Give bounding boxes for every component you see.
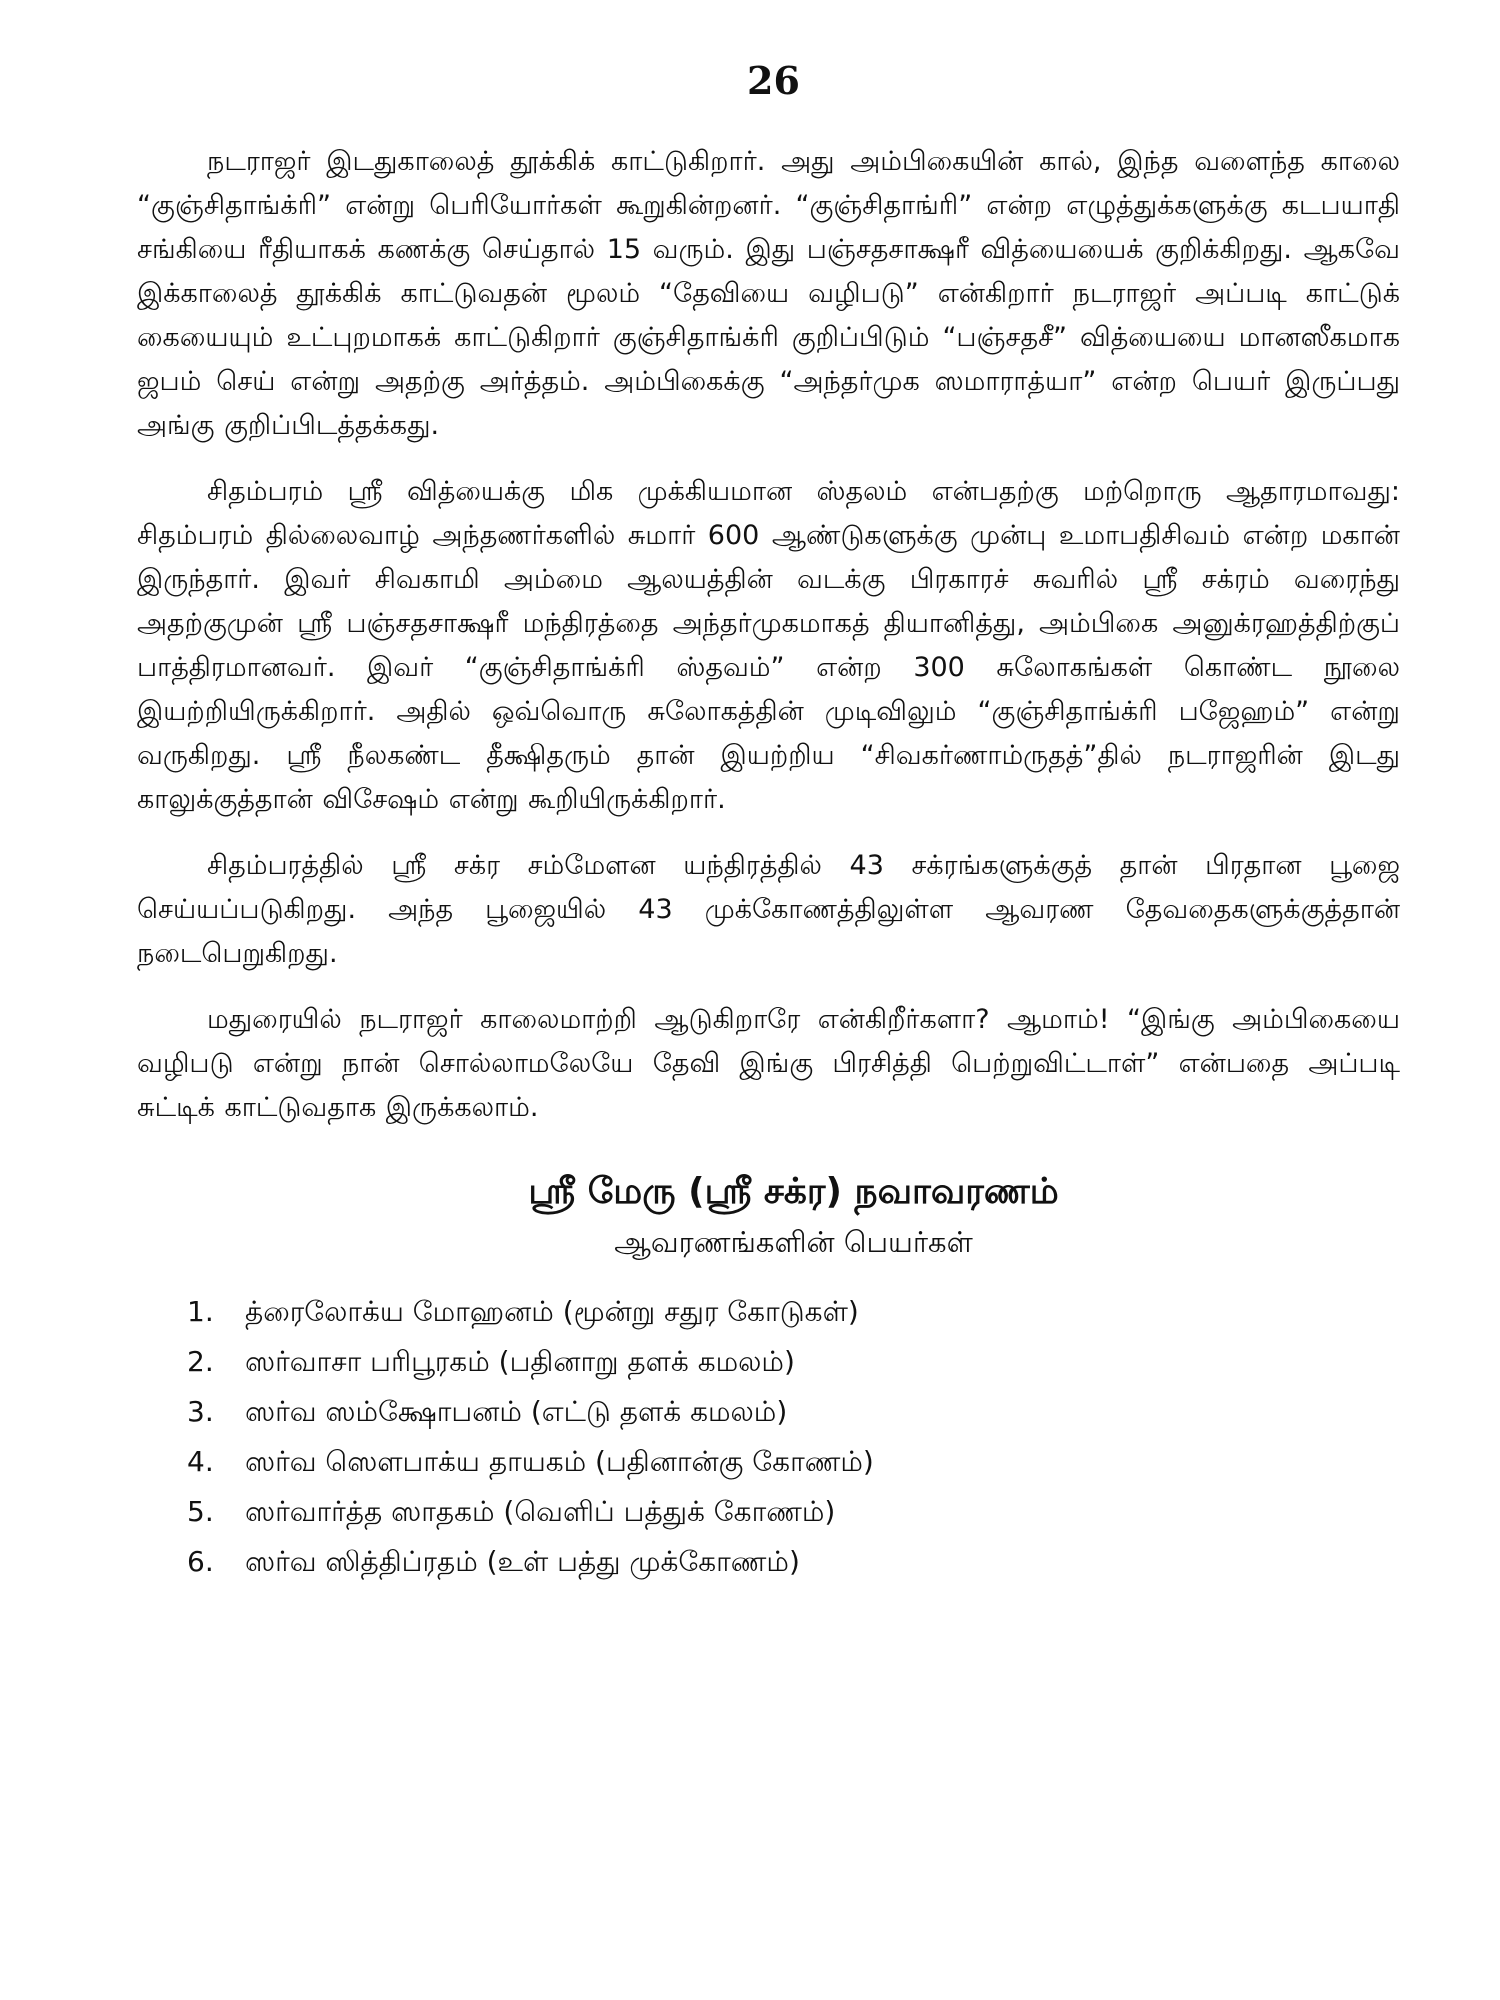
- section-subtitle: ஆவரணங்களின் பெயர்கள்: [614, 1225, 973, 1260]
- avarana-list: [137, 1290, 1400, 1584]
- list-item-text: ஸர்வாசா பரிபூரகம் (பதினாறு தளக் கமலம்): [245, 1344, 795, 1378]
- list-item: [187, 1340, 1400, 1384]
- list-item: [187, 1490, 1400, 1534]
- list-item: [187, 1390, 1400, 1434]
- page-number: 26: [747, 58, 800, 103]
- list-item-number: 4.: [187, 1444, 214, 1478]
- list-item-number: 5.: [187, 1494, 214, 1528]
- list-item: [187, 1440, 1400, 1484]
- list-item-text: ஸர்வ ஸித்திப்ரதம் (உள் பத்து முக்கோணம்): [245, 1544, 800, 1578]
- list-item-text: ஸர்வ ஸௌபாக்ய தாயகம் (பதினான்கு கோணம்): [245, 1444, 874, 1478]
- list-item-number: 3.: [187, 1394, 214, 1428]
- list-item-number: 6.: [187, 1544, 214, 1578]
- section-title: ஸ்ரீ மேரு (ஸ்ரீ சக்ர) நவாவரணம்: [528, 1171, 1059, 1212]
- paragraph-2: சிதம்பரம் ஸ்ரீ வித்யைக்கு மிக முக்கியமான ஸ்தலம் என்பதற்கு மற்றொரு ஆதாரமாவது: சிதம்பரம் தில்லைவாழ் அந்தணர்களில் சுமார் 600 ஆண்டுகளுக்கு முன்பு உமாபதிசிவம் என்ற மகான் இருந்தார். இவர் சிவகாமி அம்மை ஆலயத்தின் வடக்கு பிரகாரச் சுவரில் ஸ்ரீ சக்ரம் வரைந்து அதற்குமுன் ஸ்ரீ பஞ்சதசாக்ஷரீ மந்திரத்தை அந்தர்முகமாகத் தியானித்து, அம்பிகை அனுக்ரஹத்திற்குப் பாத்திரமானவர். இவர் “குஞ்சிதாங்க்ரி ஸ்தவம்” என்ற 300 சுலோகங்கள் கொண்ட நூலை இயற்றியிருக்கிறார். அதில் ஒவ்வொரு சுலோகத்தின் முடிவிலும் “குஞ்சிதாங்க்ரி பஜேஹம்” என்று வருகிறது. ஸ்ரீ நீலகண்ட தீக்ஷிதரும் தான் இயற்றிய “சிவகர்ணாம்ருதத்”தில் நடராஜரின் இடது காலுக்குத்தான் விசேஷம் என்று கூறியிருக்கிறார்.: [137, 476, 1400, 815]
- paragraph-4: மதுரையில் நடராஜர் காலைமாற்றி ஆடுகிறாரே என்கிறீர்களா? ஆமாம்! “இங்கு அம்பிகையை வழிபடு என்று நான் சொல்லாமலேயே தேவி இங்கு பிரசித்தி பெற்றுவிட்டாள்” என்பதை அப்படி சுட்டிக் காட்டுவதாக இருக்கலாம்.: [137, 1004, 1400, 1123]
- paragraph-1: நடராஜர் இடதுகாலைத் தூக்கிக் காட்டுகிறார். அது அம்பிகையின் கால், இந்த வளைந்த காலை “குஞ்சிதாங்க்ரி” என்று பெரியோர்கள் கூறுகின்றனர். “குஞ்சிதாங்ரி” என்ற எழுத்துக்களுக்கு கடபயாதி சங்கியை ரீதியாகக் கணக்கு செய்தால் 15 வரும். இது பஞ்சதசாக்ஷரீ வித்யையைக் குறிக்கிறது. ஆகவே இக்காலைத் தூக்கிக் காட்டுவதன் மூலம் “தேவியை வழிபடு” என்கிறார் நடராஜர் அப்படி காட்டுக் கையையும் உட்புறமாகக் காட்டுகிறார் குஞ்சிதாங்க்ரி குறிப்பிடும் “பஞ்சதசீ” வித்யையை மானஸீகமாக ஜபம் செய் என்று அதற்கு அர்த்தம். அம்பிகைக்கு “அந்தர்முக ஸமாராத்யா” என்ற பெயர் இருப்பது அங்கு குறிப்பிடத்தக்கது.: [137, 146, 1400, 441]
- list-item-text: ஸர்வார்த்த ஸாதகம் (வெளிப் பத்துக் கோணம்): [245, 1494, 836, 1528]
- list-item: [187, 1290, 1400, 1334]
- list-item-number: 2.: [187, 1344, 214, 1378]
- list-item-number: 1.: [187, 1294, 214, 1328]
- list-item: [187, 1540, 1400, 1584]
- list-item-text: ஸர்வ ஸம்க்ஷோபனம் (எட்டு தளக் கமலம்): [245, 1394, 788, 1428]
- paragraph-3: சிதம்பரத்தில் ஸ்ரீ சக்ர சம்மேளன யந்திரத்தில் 43 சக்ரங்களுக்குத் தான் பிரதான பூஜை செய்யப்படுகிறது. அந்த பூஜையில் 43 முக்கோணத்திலுள்ள ஆவரண தேவதைகளுக்குத்தான் நடைபெறுகிறது.: [137, 850, 1400, 969]
- list-item-text: த்ரைலோக்ய மோஹனம் (மூன்று சதுர கோடுகள்): [245, 1294, 859, 1328]
